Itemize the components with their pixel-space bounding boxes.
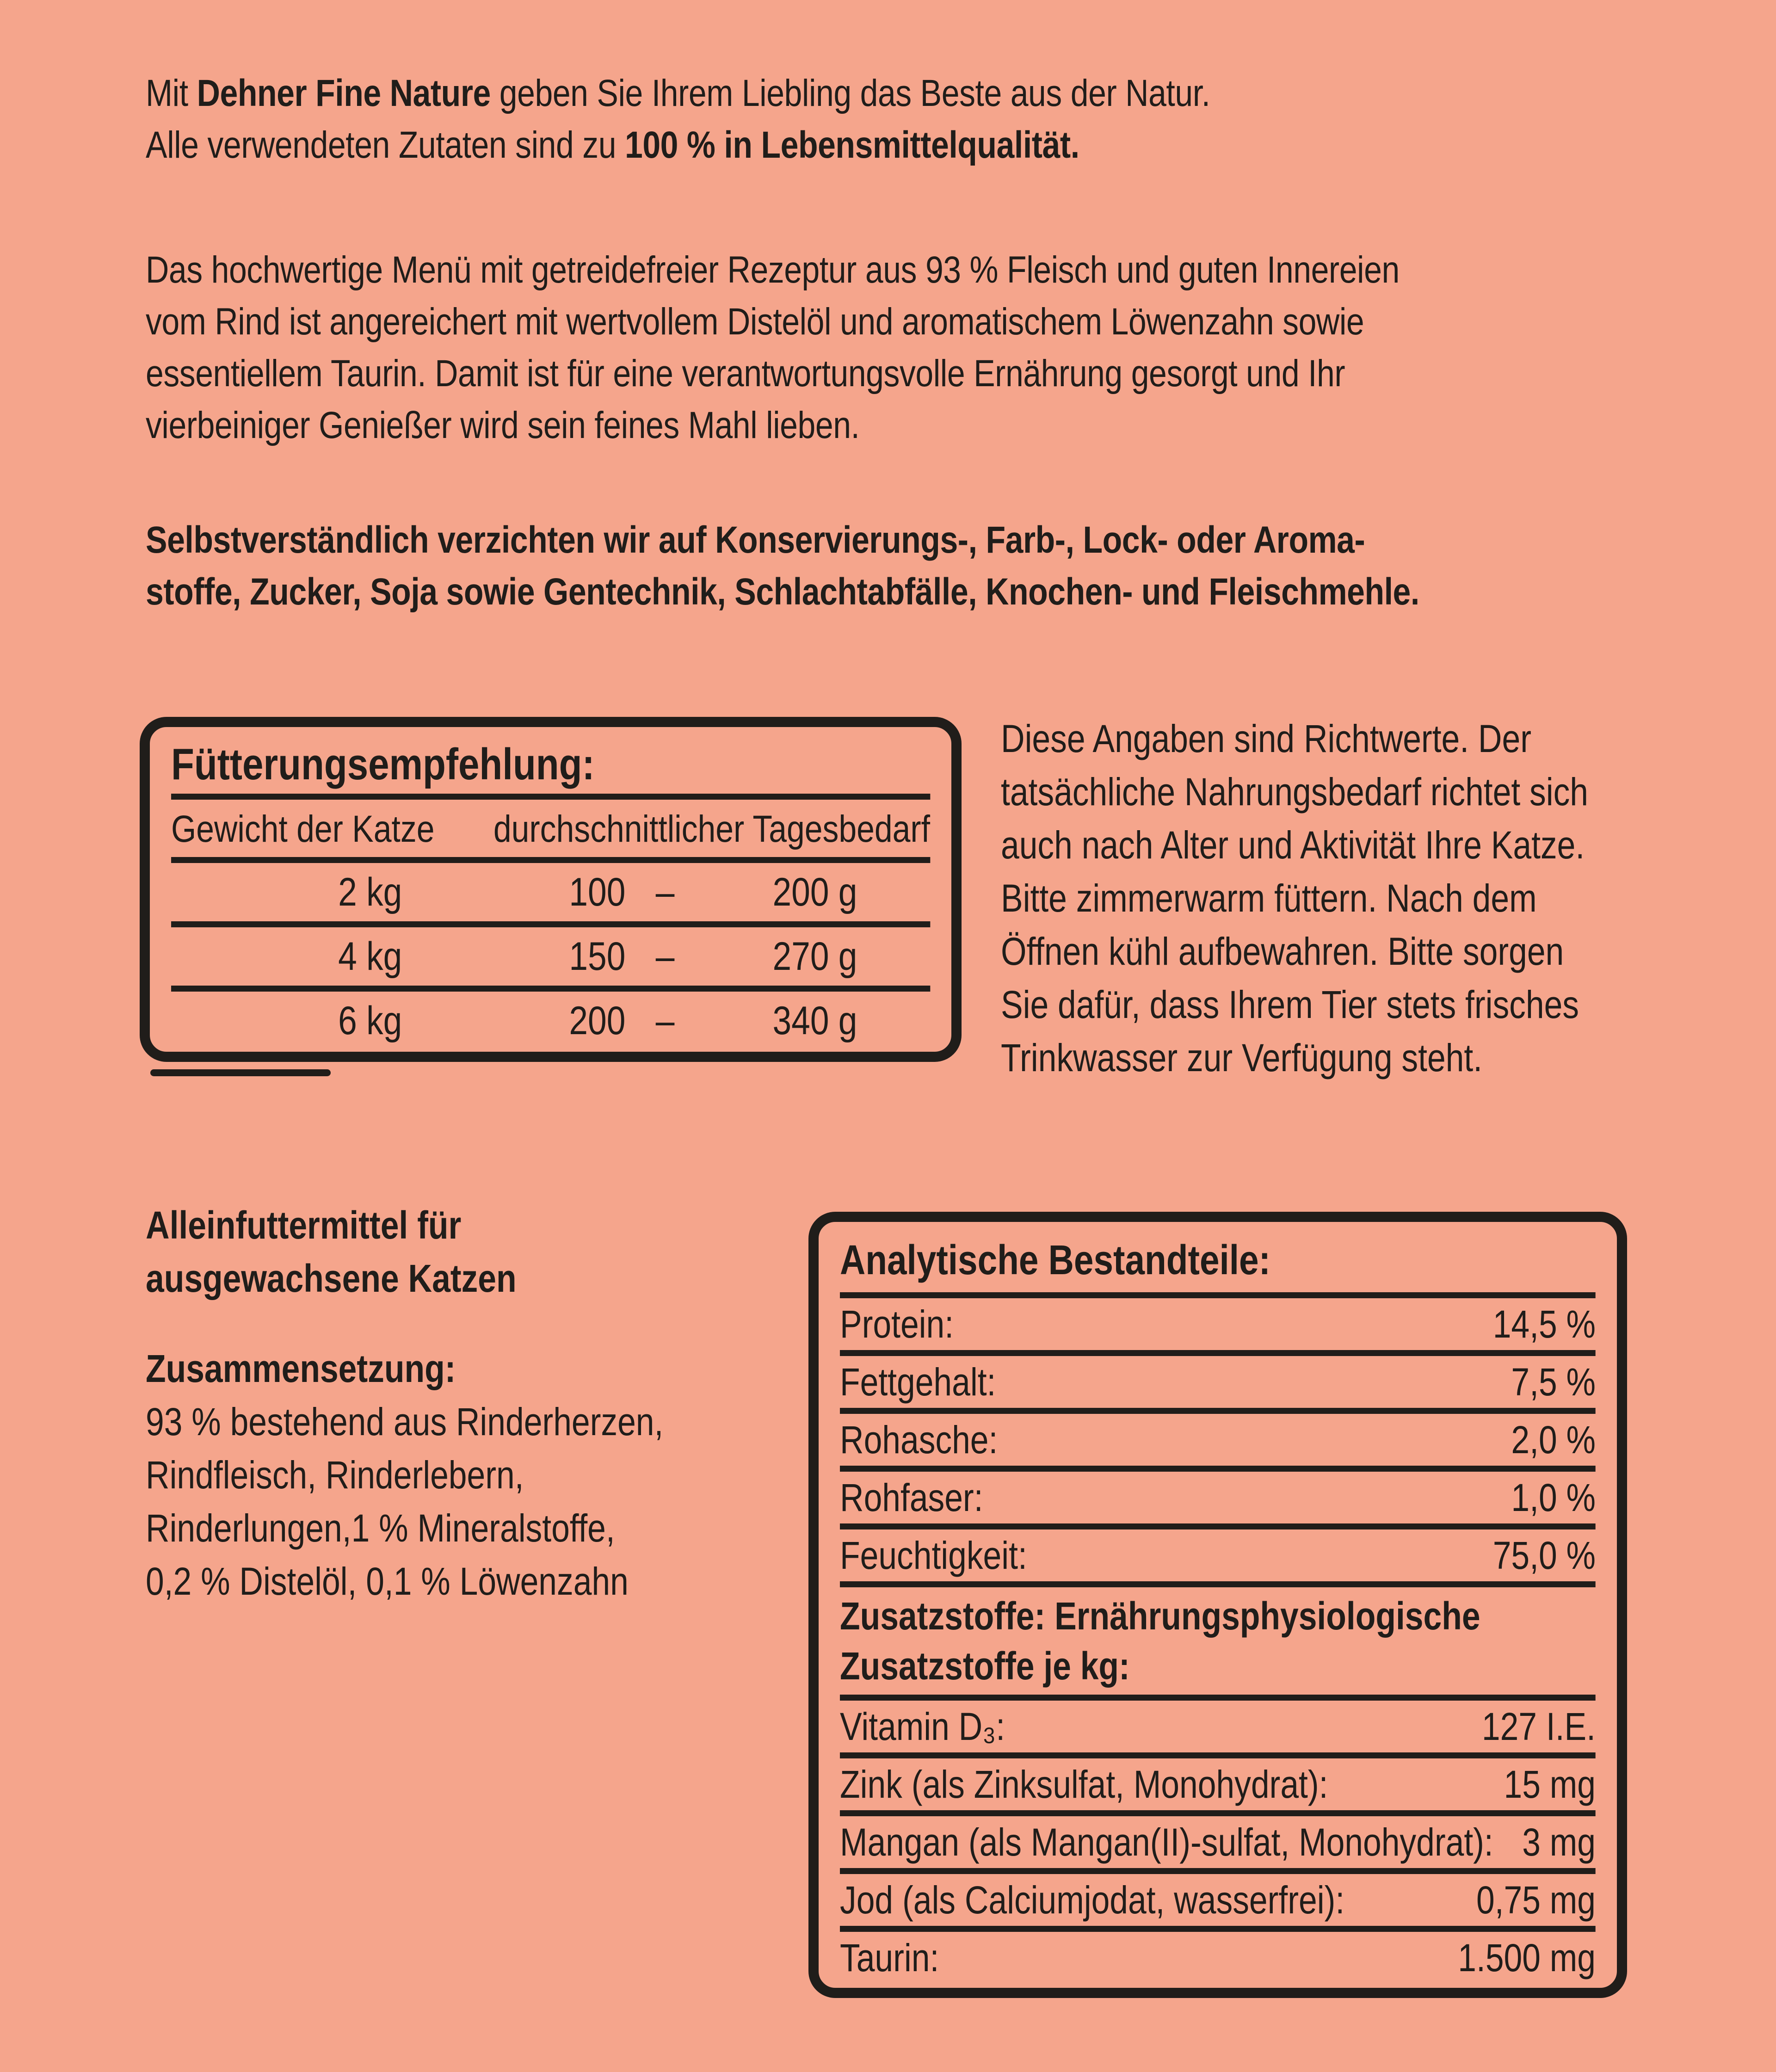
intro-p1-l2-pre: Alle verwendeten Zutaten sind zu bbox=[146, 124, 625, 166]
composition-title: Zusammensetzung: bbox=[146, 1347, 456, 1390]
additive-value: 3 mg bbox=[1522, 1820, 1596, 1864]
analysis-row bbox=[840, 1356, 1596, 1408]
analysis-value: 14,5 % bbox=[1492, 1302, 1596, 1346]
print-artifact bbox=[150, 1069, 331, 1076]
divider bbox=[171, 921, 930, 927]
additives-heading-line: Zusatzstoffe: Ernährungsphysiologische bbox=[840, 1594, 1480, 1638]
intro-paragraph-quality bbox=[146, 68, 1776, 171]
daily-max: 340 g bbox=[772, 999, 857, 1043]
daily-min: 100 bbox=[569, 870, 626, 914]
additive-label: Vitamin D₃: bbox=[840, 1705, 1005, 1748]
analysis-row bbox=[840, 1298, 1596, 1350]
feeding-note bbox=[1001, 712, 1589, 1085]
divider bbox=[840, 1581, 1596, 1587]
feeding-note-line: tatsächliche Nahrungsbedarf richtet sich bbox=[1001, 770, 1589, 814]
additive-value: 0,75 mg bbox=[1476, 1878, 1596, 1922]
intro-p2-line4: vierbeiniger Genießer wird sein feines Mahl lieben. bbox=[146, 404, 860, 446]
product-type-line: Alleinfuttermittel für bbox=[146, 1203, 462, 1247]
analysis-label: Rohfaser: bbox=[840, 1476, 983, 1519]
daily-max: 200 g bbox=[772, 870, 857, 914]
analysis-value: 2,0 % bbox=[1511, 1418, 1596, 1462]
composition-line: 0,2 % Distelöl, 0,1 % Löwenzahn bbox=[146, 1560, 629, 1603]
intro-p1-l1-post: geben Sie Ihrem Liebling das Beste aus der Natur. bbox=[490, 72, 1210, 114]
analysis-value: 75,0 % bbox=[1492, 1534, 1596, 1577]
feeding-header-weight: Gewicht der Katze bbox=[171, 808, 435, 850]
feeding-note-line: auch nach Alter und Aktivität Ihre Katze. bbox=[1001, 823, 1585, 867]
intro-paragraph-recipe bbox=[146, 244, 1776, 451]
divider bbox=[840, 1292, 1596, 1298]
intro-p2-line3: essentiellem Taurin. Damit ist für eine verantwortungsvolle Ernährung gesorgt und Ihr bbox=[146, 352, 1345, 395]
cat-weight: 4 kg bbox=[338, 934, 402, 979]
additives-heading-line: Zusatzstoffe je kg: bbox=[840, 1644, 1130, 1688]
analysis-label: Protein: bbox=[840, 1302, 954, 1346]
additive-value: 1.500 mg bbox=[1458, 1936, 1596, 1980]
daily-min: 150 bbox=[569, 934, 626, 979]
feeding-table-row bbox=[171, 927, 930, 986]
feeding-note-line: Öffnen kühl aufbewahren. Bitte sorgen bbox=[1001, 930, 1564, 973]
feeding-note-line: Sie dafür, dass Ihrem Tier stets frisches bbox=[1001, 983, 1579, 1026]
analysis-label: Feuchtigkeit: bbox=[840, 1534, 1027, 1577]
cat-weight: 2 kg bbox=[338, 870, 402, 914]
range-dash: – bbox=[655, 999, 675, 1043]
additive-label: Jod (als Calciumjodat, wasserfrei): bbox=[840, 1878, 1345, 1922]
intro-paragraph-no-additives bbox=[146, 514, 1776, 618]
divider bbox=[840, 1408, 1596, 1414]
quality-claim: 100 % in Lebensmittelqualität. bbox=[624, 124, 1079, 166]
product-type-line: ausgewachsene Katzen bbox=[146, 1257, 517, 1300]
analysis-row bbox=[840, 1414, 1596, 1466]
composition-line: Rinderlungen,1 % Mineralstoffe, bbox=[146, 1506, 615, 1550]
intro-p2-line1: Das hochwertige Menü mit getreidefreier Rezeptur aus 93 % Fleisch und guten Innereien bbox=[146, 249, 1400, 291]
additive-label: Mangan (als Mangan(II)-sulfat, Monohydrat): bbox=[840, 1820, 1493, 1864]
feeding-recommendation-box bbox=[140, 717, 962, 1062]
divider bbox=[840, 1926, 1596, 1932]
intro-p3-line1: Selbstverständlich verzichten wir auf Konservierungs-, Farb-, Lock- oder Aroma- bbox=[146, 519, 1365, 561]
divider bbox=[171, 857, 930, 863]
intro-p3-line2: stoffe, Zucker, Soja sowie Gentechnik, Schlachtabfälle, Knochen- und Fleischmehle. bbox=[146, 571, 1419, 613]
divider bbox=[840, 1868, 1596, 1874]
additive-label: Taurin: bbox=[840, 1936, 939, 1980]
feeding-note-line: Trinkwasser zur Verfügung steht. bbox=[1001, 1036, 1483, 1079]
cat-weight: 6 kg bbox=[338, 999, 402, 1043]
divider bbox=[171, 986, 930, 992]
composition-line: 93 % bestehend aus Rinderherzen, bbox=[146, 1400, 664, 1443]
additive-row bbox=[840, 1932, 1596, 1984]
brand-name: Dehner Fine Nature bbox=[197, 72, 491, 114]
divider bbox=[840, 1466, 1596, 1472]
feeding-note-line: Diese Angaben sind Richtwerte. Der bbox=[1001, 717, 1531, 760]
additive-label: Zink (als Zinksulfat, Monohydrat): bbox=[840, 1763, 1328, 1806]
additives-heading bbox=[840, 1587, 1596, 1695]
additive-value: 127 I.E. bbox=[1481, 1705, 1596, 1748]
analysis-row bbox=[840, 1472, 1596, 1523]
divider bbox=[840, 1523, 1596, 1529]
feeding-note-line: Bitte zimmerwarm füttern. Nach dem bbox=[1001, 876, 1537, 920]
daily-max: 270 g bbox=[772, 934, 857, 979]
analysis-row bbox=[840, 1529, 1596, 1581]
daily-min: 200 bbox=[569, 999, 626, 1043]
analysis-title: Analytische Bestandteile: bbox=[840, 1237, 1271, 1283]
analysis-value: 1,0 % bbox=[1511, 1476, 1596, 1519]
divider bbox=[840, 1752, 1596, 1758]
intro-p1-line1 bbox=[146, 68, 1776, 119]
analytical-constituents-box bbox=[808, 1212, 1627, 1998]
divider bbox=[840, 1695, 1596, 1701]
additive-row bbox=[840, 1816, 1596, 1868]
analytical-constituents-content bbox=[840, 1231, 1596, 1984]
analysis-value: 7,5 % bbox=[1511, 1360, 1596, 1404]
feeding-table-title: Fütterungsempfehlung: bbox=[171, 740, 595, 789]
feeding-header-daily-need: durchschnittlicher Tagesbedarf bbox=[493, 808, 930, 850]
analysis-label: Rohasche: bbox=[840, 1418, 998, 1462]
additive-value: 15 mg bbox=[1504, 1763, 1596, 1806]
additive-row bbox=[840, 1701, 1596, 1752]
analysis-label: Fettgehalt: bbox=[840, 1360, 996, 1404]
divider bbox=[840, 1810, 1596, 1816]
intro-p2-line2: vom Rind ist angereichert mit wertvollem Distelöl und aromatischem Löwenzahn sowie bbox=[146, 301, 1364, 343]
range-dash: – bbox=[655, 934, 675, 979]
additive-row bbox=[840, 1874, 1596, 1926]
feeding-table-row bbox=[171, 992, 930, 1050]
feeding-table-row bbox=[171, 863, 930, 921]
feeding-table-header-row bbox=[171, 800, 930, 857]
intro-p1-line2 bbox=[146, 119, 1776, 171]
product-info bbox=[146, 1199, 735, 1608]
additive-row bbox=[840, 1758, 1596, 1810]
divider bbox=[171, 794, 930, 800]
composition-line: Rindfleisch, Rinderlebern, bbox=[146, 1453, 524, 1497]
range-dash: – bbox=[655, 870, 675, 914]
feeding-recommendation-content bbox=[171, 735, 930, 1050]
divider bbox=[840, 1350, 1596, 1356]
intro-p1-l1-pre: Mit bbox=[146, 72, 197, 114]
